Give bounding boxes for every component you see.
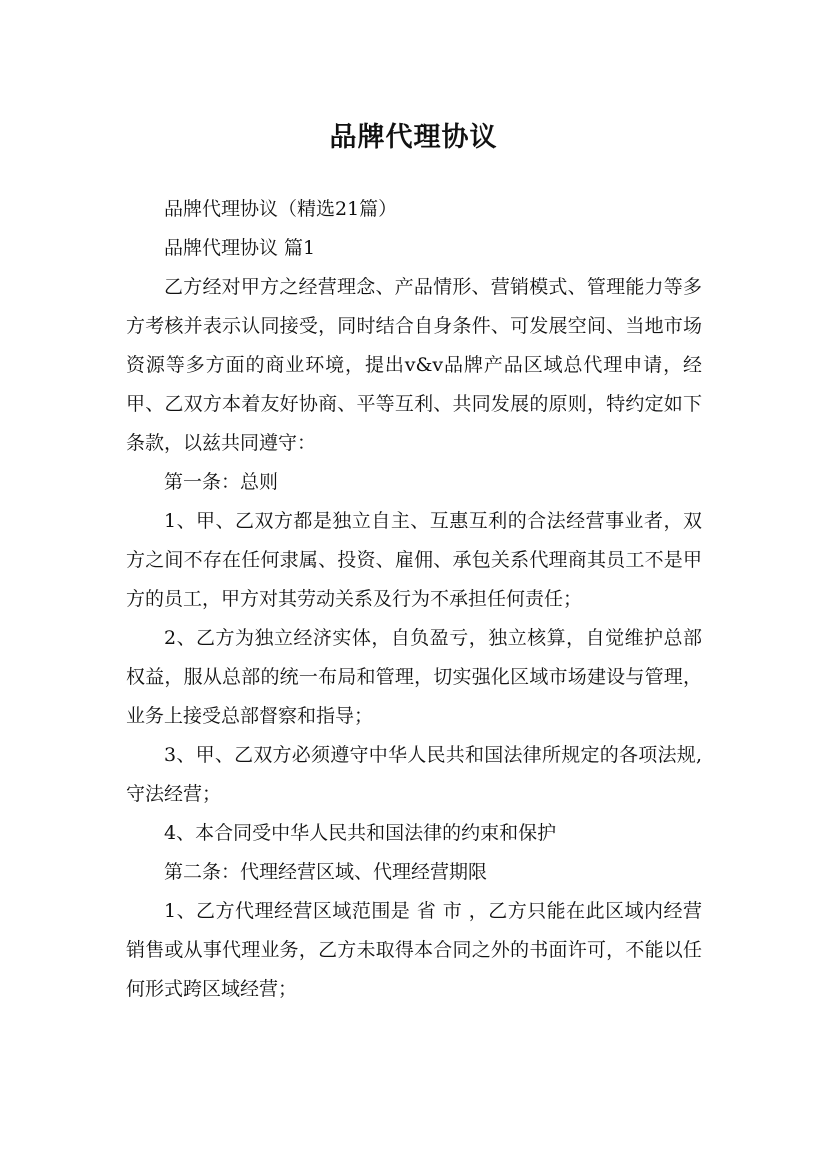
- article-heading: 第一条：总则: [164, 471, 279, 493]
- clause-paragraph: 1、乙方代理经营区域范围是 省 市 ，乙方只能在此区域内经营销售或从事代理业务，乙方未取得本合同之外的书面许可，不能以任何形式跨区域经营；: [126, 900, 702, 1000]
- intro-paragraph: 乙方经对甲方之经营理念、产品情形、营销模式、管理能力等多方考核并表示认同接受，同时结合自身条件、可发展空间、当地市场资源等多方面的商业环境，提出v&v品牌产品区域总代理申请，经甲、乙双方本着友好协商、平等互利、共同发展的原则，特约定如下条款，以兹共同遵守：: [126, 276, 702, 454]
- document-title: 品牌代理协议: [329, 122, 498, 154]
- clause-paragraph: 1、甲、乙双方都是独立自主、互惠互利的合法经营事业者，双方之间不存在任何隶属、投资、雇佣、承包关系代理商其员工不是甲方的员工，甲方对其劳动关系及行为不承担任何责任；: [126, 510, 702, 610]
- clause-paragraph: 2、乙方为独立经济实体，自负盈亏，独立核算，自觉维护总部权益，服从总部的统一布局和管理，切实强化区域市场建设与管理，业务上接受总部督察和指导；: [126, 627, 702, 727]
- subtitle-paragraph: 品牌代理协议（精选21篇）: [164, 198, 398, 220]
- document-body: [126, 190, 702, 1009]
- section-heading: 品牌代理协议 篇1: [164, 237, 316, 259]
- clause-paragraph: 3、甲、乙双方必须遵守中华人民共和国法律所规定的各项法规,守法经营；: [126, 744, 702, 805]
- clause-paragraph: 4、本合同受中华人民共和国法律的约束和保护: [164, 822, 557, 844]
- article-heading: 第二条：代理经营区域、代理经营期限: [164, 861, 488, 883]
